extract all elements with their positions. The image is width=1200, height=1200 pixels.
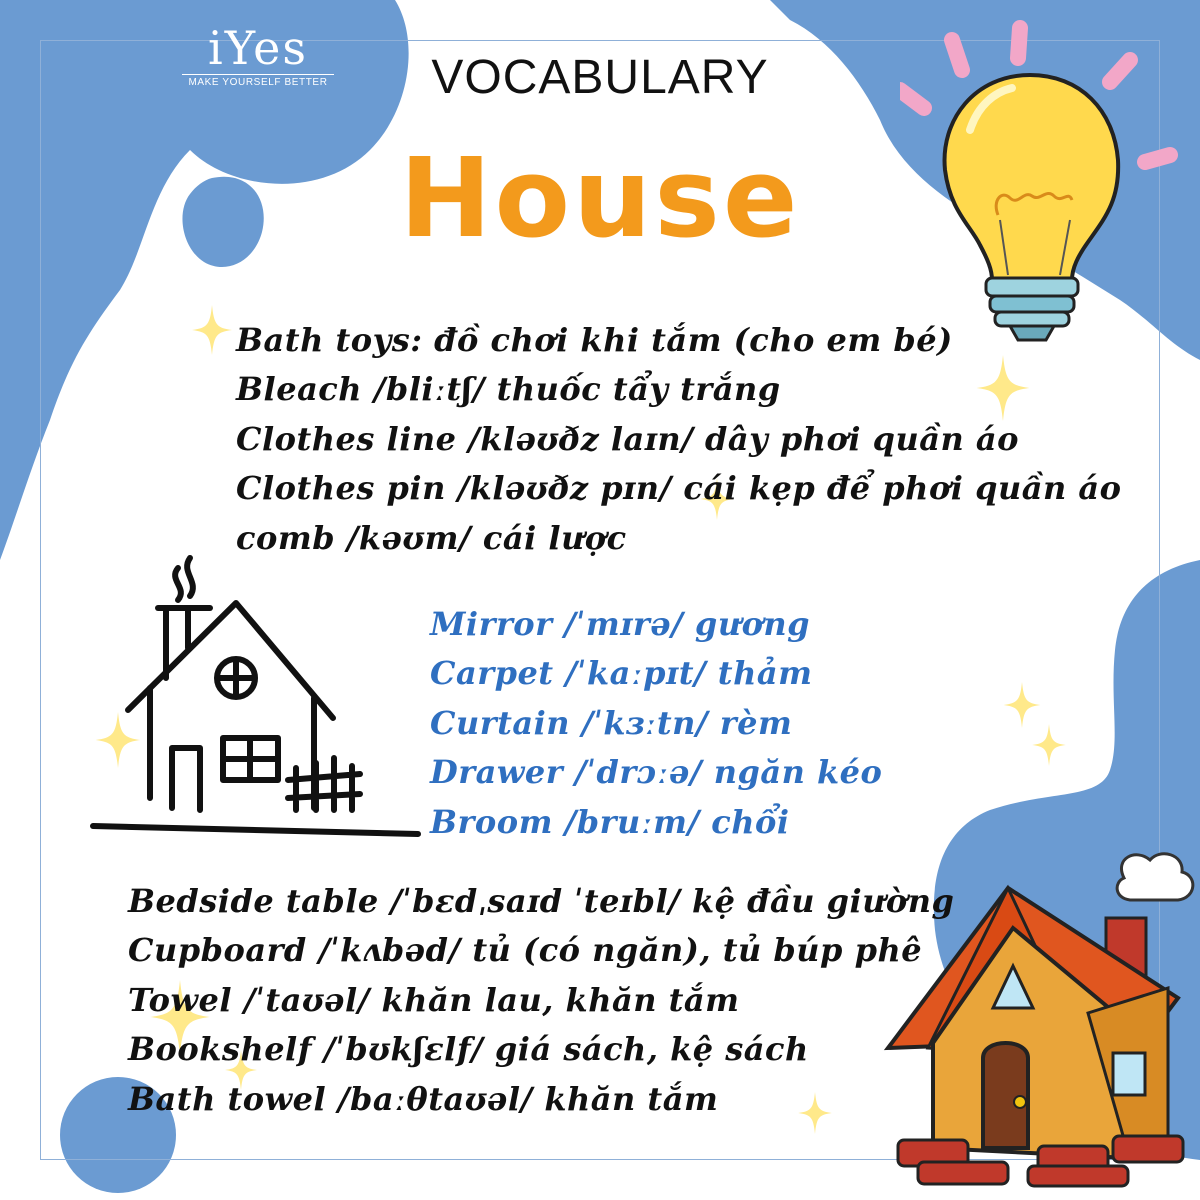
- sparkle-icon: [192, 305, 232, 355]
- brand-name: iYes: [208, 21, 308, 75]
- vocab-item: comb /kəʊm/ cái lược: [236, 518, 627, 557]
- vocab-list-1: [236, 316, 1121, 563]
- vocab-item: Towel /ˈtaʊəl/ khăn lau, khăn tắm: [128, 980, 740, 1019]
- vocab-item: Clothes pin /kləʊðz pɪn/ cái kẹp để phơi quần áo: [236, 469, 1122, 508]
- sparkle-icon: [95, 712, 141, 768]
- vocab-item: Cupboard /ˈkʌbəd/ tủ (có ngăn), tủ búp phê: [128, 931, 923, 970]
- vocab-item: Bath toys: đồ chơi khi tắm (cho em bé): [236, 321, 953, 359]
- vocab-item: Bookshelf /ˈbʊkʃɛlf/ giá sách, kệ sách: [128, 1030, 809, 1069]
- house-sketch-icon: [88, 548, 428, 848]
- vocab-list-2: [430, 600, 882, 847]
- page-title: House: [399, 134, 801, 262]
- vocab-item: Drawer /ˈdrɔːə/ ngăn kéo: [430, 753, 883, 792]
- vocab-item: Clothes line /kləʊðz laɪn/ dây phơi quần áo: [236, 419, 1019, 458]
- brand-tagline: MAKE YOURSELF BETTER: [182, 74, 334, 89]
- lightbulb-icon: [900, 20, 1190, 350]
- sparkle-icon: [1032, 724, 1066, 766]
- page-heading: VOCABULARY: [431, 51, 769, 104]
- sparkle-icon: [1003, 682, 1041, 728]
- vocab-item: Bath towel /baːθtaʊəl/ khăn tắm: [128, 1079, 719, 1118]
- vocab-list-3: [128, 877, 954, 1124]
- vocab-item: Bedside table /ˈbɛdˌsaɪd ˈteɪbl/ kệ đầu giường: [128, 882, 955, 920]
- vocab-item: Mirror /ˈmɪrə/ gương: [430, 605, 811, 643]
- vocab-item: Bleach /bliːtʃ/ thuốc tẩy trắng: [236, 370, 781, 409]
- vocab-item: Broom /bruːm/ chổi: [430, 802, 790, 841]
- vocab-item: Curtain /ˈkɜːtn/ rèm: [430, 703, 793, 742]
- vocab-item: Carpet /ˈkaːpɪt/ thảm: [430, 654, 813, 693]
